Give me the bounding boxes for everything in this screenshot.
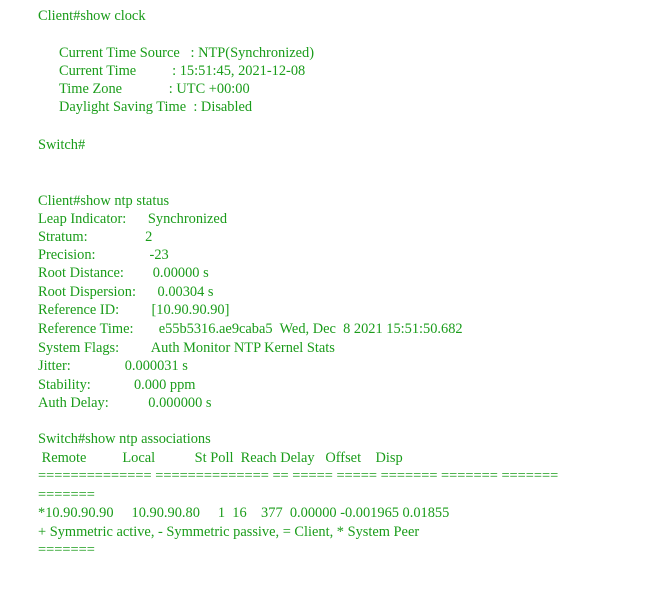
clock-line-dst: Daylight Saving Time : Disabled <box>59 99 253 115</box>
status-jitter: Jitter: 0.000031 s <box>38 358 188 374</box>
associations-separator-wrap: ======= <box>38 487 95 503</box>
clock-line-source: Current Time Source : NTP(Synchronized) <box>59 45 315 61</box>
status-system-flags: System Flags: Auth Monitor NTP Kernel Stats <box>38 340 335 356</box>
associations-separator-end: ======= <box>38 542 95 558</box>
status-precision: Precision: -23 <box>38 247 169 263</box>
clock-command: Client#show clock <box>38 8 146 24</box>
clock-line-zone: Time Zone : UTC +00:00 <box>59 81 250 97</box>
status-stability: Stability: 0.000 ppm <box>38 377 196 393</box>
status-command: Client#show ntp status <box>38 193 170 209</box>
associations-command: Switch#show ntp associations <box>38 431 211 447</box>
status-reference-time: Reference Time: e55b5316.ae9caba5 Wed, Dec 8 2021 15:51:50.682 <box>38 321 463 337</box>
status-reference-id: Reference ID: [10.90.90.90] <box>38 302 230 318</box>
associations-legend: + Symmetric active, - Symmetric passive, = Client, * System Peer <box>38 524 420 540</box>
status-leap: Leap Indicator: Synchronized <box>38 211 228 227</box>
status-root-distance: Root Distance: 0.00000 s <box>38 265 209 281</box>
associations-row: *10.90.90.90 10.90.90.80 1 16 377 0.00000 -0.001965 0.01855 <box>38 505 450 521</box>
associations-header: Remote Local St Poll Reach Delay Offset Disp <box>38 450 403 466</box>
switch-prompt: Switch# <box>38 137 86 153</box>
status-auth-delay: Auth Delay: 0.000000 s <box>38 395 212 411</box>
clock-line-time: Current Time : 15:51:45, 2021-12-08 <box>59 63 306 79</box>
associations-separator: ============== ============== == ===== ===== ======= ======= ======= <box>38 468 559 484</box>
status-root-dispersion: Root Dispersion: 0.00304 s <box>38 284 214 300</box>
status-stratum: Stratum: 2 <box>38 229 153 245</box>
